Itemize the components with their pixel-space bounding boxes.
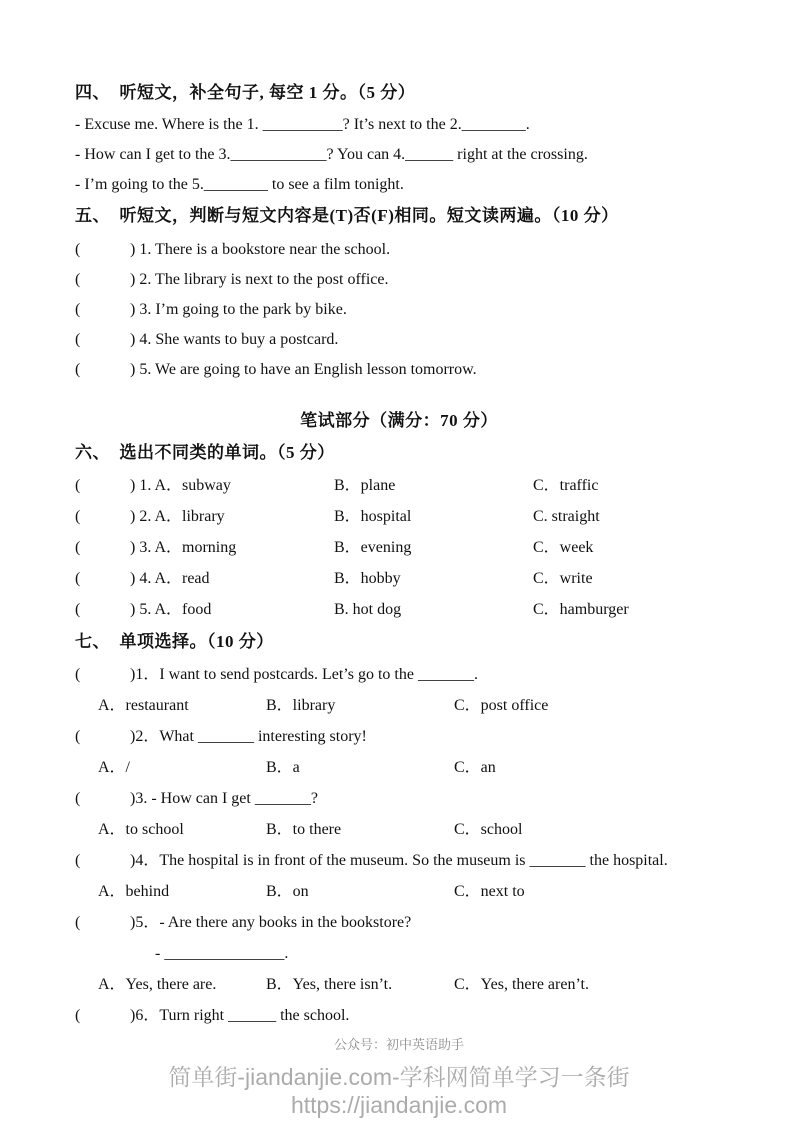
mc-question-5	[75, 913, 723, 933]
option-c: C．post office	[454, 697, 549, 714]
section-4-line-3: - I’m going to the 5.________ to see a film tonight.	[75, 176, 404, 193]
option-c: C．hamburger	[533, 601, 629, 618]
tf-item-3	[75, 300, 723, 320]
option-b: B．a	[266, 759, 300, 776]
mc-question-text: )3. - How can I get _______?	[130, 790, 318, 807]
option-c: C．traffic	[533, 477, 599, 494]
section-7-heading: 七、 单项选择。（10 分）	[75, 632, 274, 651]
answer-paren: (	[75, 241, 81, 258]
option-a: ) 3. A．morning	[130, 539, 237, 556]
mc-question-text: )5．- Are there any books in the bookstore?	[130, 914, 412, 931]
option-c: C. straight	[533, 508, 600, 525]
option-c: C．school	[454, 821, 523, 838]
option-a: ) 1. A．subway	[130, 477, 231, 494]
odd-word-row-4	[75, 569, 723, 589]
answer-paren: (	[75, 852, 81, 869]
site-watermark: 简单街-jiandanjie.com-学科网简单学习一条街 https://jiandanjie.com	[168, 1064, 630, 1118]
mc-question-text: )1．I want to send postcards. Let’s go to the _______.	[130, 666, 478, 683]
option-b: B. hot dog	[334, 601, 402, 618]
odd-word-row-3	[75, 538, 723, 558]
option-b: B．hobby	[334, 570, 401, 587]
tf-item-1	[75, 240, 723, 260]
answer-paren: (	[75, 361, 81, 378]
option-b: B．on	[266, 883, 309, 900]
mc-question-4	[75, 851, 723, 871]
written-part-title: 笔试部分（满分：70 分）	[300, 411, 498, 430]
mc-question-text: )4．The hospital is in front of the museum. So the museum is _______ the hospital.	[130, 852, 668, 869]
option-a: A．to school	[98, 821, 184, 838]
tf-item-text: ) 1. There is a bookstore near the school.	[130, 241, 391, 258]
tf-item-text: ) 4. She wants to buy a postcard.	[130, 331, 339, 348]
mc-options-4	[75, 882, 723, 902]
section-4-line-1: - Excuse me. Where is the 1. __________? It’s next to the 2.________.	[75, 116, 530, 133]
mc-options-3	[75, 820, 723, 840]
tf-item-text: ) 3. I’m going to the park by bike.	[130, 301, 347, 318]
option-c: C．week	[533, 539, 594, 556]
odd-word-row-1	[75, 476, 723, 496]
mc-question-text: )2．What _______ interesting story!	[130, 728, 367, 745]
footer-note: 公众号：初中英语助手	[333, 1037, 464, 1052]
answer-paren: (	[75, 539, 81, 556]
odd-word-row-5	[75, 600, 723, 620]
tf-item-text: ) 2. The library is next to the post office.	[130, 271, 389, 288]
section-5-heading: 五、 听短文，判断与短文内容是(T)否(F)相同。短文读两遍。（10 分）	[75, 206, 619, 225]
answer-paren: (	[75, 570, 81, 587]
option-a: ) 4. A．read	[130, 570, 210, 587]
mc-question-text: )6．Turn right ______ the school.	[130, 1007, 350, 1024]
option-a: A．/	[98, 759, 131, 776]
section-4-heading: 四、 听短文，补全句子, 每空 1 分。（5 分）	[75, 83, 416, 102]
option-b: B．to there	[266, 821, 342, 838]
section-6-heading: 六、 选出不同类的单词。（5 分）	[75, 443, 335, 462]
mc-answer-blank-line: - _______________.	[155, 945, 289, 962]
option-b: B．plane	[334, 477, 396, 494]
option-a: ) 2. A．library	[130, 508, 225, 525]
answer-paren: (	[75, 914, 81, 931]
option-c: C．Yes, there aren’t.	[454, 976, 589, 993]
answer-paren: (	[75, 666, 81, 683]
mc-options-1	[75, 696, 723, 716]
tf-item-4	[75, 330, 723, 350]
option-b: B．library	[266, 697, 336, 714]
answer-paren: (	[75, 271, 81, 288]
answer-paren: (	[75, 1007, 81, 1024]
odd-word-row-2	[75, 507, 723, 527]
option-b: B．evening	[334, 539, 412, 556]
answer-paren: (	[75, 477, 81, 494]
answer-paren: (	[75, 331, 81, 348]
mc-question-3	[75, 789, 723, 809]
answer-paren: (	[75, 601, 81, 618]
option-c: C．an	[454, 759, 496, 776]
mc-question-1	[75, 665, 723, 685]
mc-question-2	[75, 727, 723, 747]
answer-paren: (	[75, 301, 81, 318]
tf-item-text: ) 5. We are going to have an English lesson tomorrow.	[130, 361, 477, 378]
option-c: C．next to	[454, 883, 525, 900]
option-a: A．behind	[98, 883, 170, 900]
mc-options-5	[75, 975, 723, 995]
mc-question-6	[75, 1006, 723, 1026]
section-4-line-2: - How can I get to the 3.____________? You can 4.______ right at the crossing.	[75, 146, 588, 163]
option-a: A．Yes, there are.	[98, 976, 217, 993]
mc-options-2	[75, 758, 723, 778]
option-a: ) 5. A．food	[130, 601, 212, 618]
answer-paren: (	[75, 728, 81, 745]
option-b: B．Yes, there isn’t.	[266, 976, 393, 993]
answer-paren: (	[75, 508, 81, 525]
tf-item-2	[75, 270, 723, 290]
answer-paren: (	[75, 790, 81, 807]
option-c: C．write	[533, 570, 593, 587]
tf-item-5	[75, 360, 723, 380]
option-b: B．hospital	[334, 508, 412, 525]
option-a: A．restaurant	[98, 697, 189, 714]
